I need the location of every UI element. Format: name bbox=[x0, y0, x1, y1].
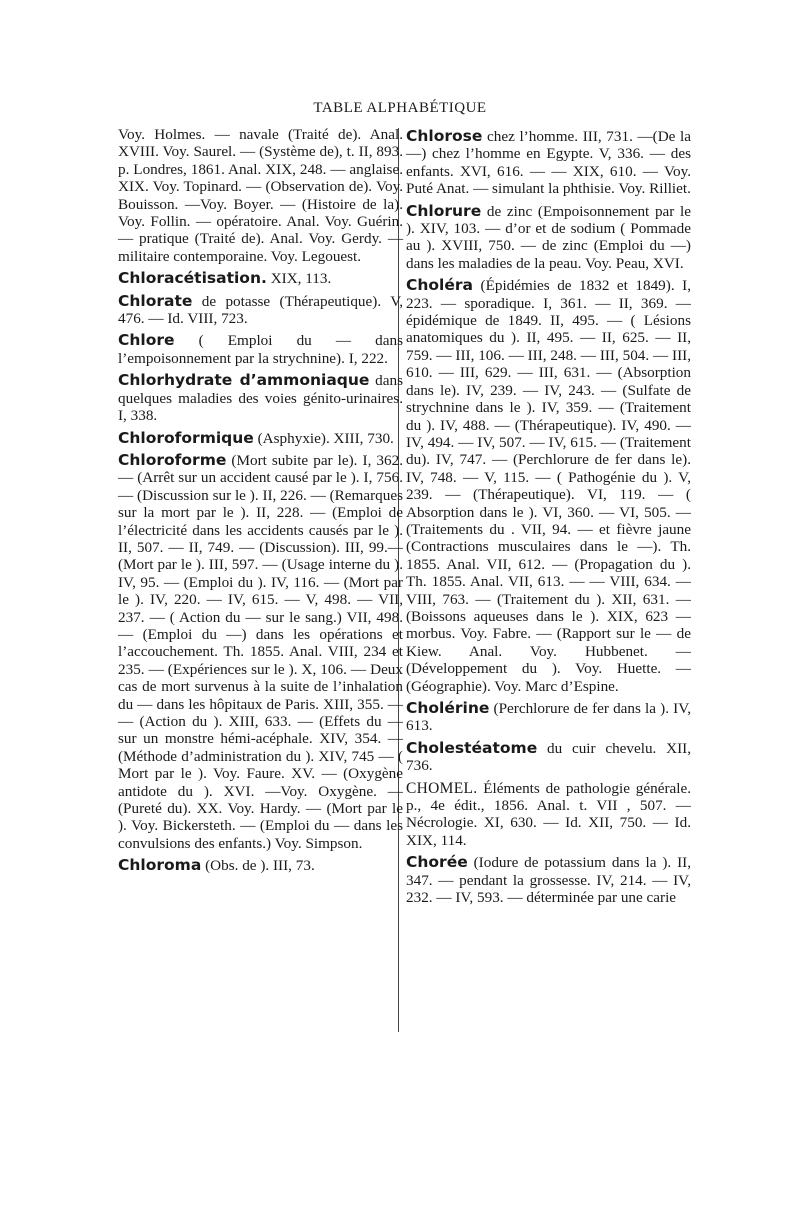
index-entry bbox=[406, 203, 691, 273]
index-entry bbox=[118, 452, 403, 852]
index-entry bbox=[118, 332, 403, 367]
index-entry bbox=[406, 740, 691, 775]
entry-text: Voy. Holmes. — navale (Traité de). Anal. XVIII. Voy. Saurel. — (Système de), t. II, 893. p. Londres, 1861. Anal. XIX, 248. — anglaise. XIX. Voy. Topinard. — (Observation de). Voy. Bouisson. —Voy. Boyer. — (Histoire de la). Voy. Follin. — opératoire. Anal. Voy. Guérin. — pratique (Traité de). Anal. Voy. Gerdy. — militaire contemporaine. Voy. Legouest. bbox=[118, 126, 403, 265]
entry-text: du cuir chevelu. XII, 736. bbox=[406, 739, 692, 775]
entry-headword: Chloroformique bbox=[118, 428, 254, 447]
index-entry bbox=[118, 293, 403, 328]
entry-text: (Perchlorure de fer dans la ). IV, 613. bbox=[406, 700, 692, 735]
entry-text: chez l’homme. III, 731. —(De la—) chez l’homme en Egypte. V, 336. — des enfants. XVI, 616. — — XIX, 610. — Voy. Puté Anat. — simulant la phthisie. Voy. Rilliet. bbox=[406, 128, 691, 198]
page-header: TABLE ALPHABÉTIQUE bbox=[313, 100, 487, 116]
index-entry bbox=[406, 780, 691, 850]
left-column bbox=[118, 126, 403, 880]
entry-headword: Chlorure bbox=[406, 201, 482, 220]
entry-text: (Asphyxie). XIII, 730. bbox=[257, 429, 394, 447]
entry-headword: Choléra bbox=[406, 276, 473, 295]
entry-text: (Obs. de ). III, 73. bbox=[205, 857, 315, 875]
entry-text: dans quelques maladies des voies génito-urinaires. I, 338. bbox=[118, 372, 403, 425]
entry-headword: Chloroforme bbox=[118, 450, 227, 469]
index-entry bbox=[118, 270, 403, 287]
entry-headword: Cholérine bbox=[406, 699, 490, 717]
index-entry bbox=[118, 857, 403, 874]
entry-headword: Chlorate bbox=[118, 291, 193, 310]
index-entry bbox=[406, 700, 691, 735]
entry-text: ( Emploi du — dans l’empoisonnement par la strychnine). I, 222. bbox=[118, 332, 403, 367]
entry-headword: Cholestéatome bbox=[406, 738, 538, 757]
index-entry bbox=[118, 126, 403, 265]
right-column bbox=[406, 128, 691, 911]
entry-text: de potasse (Thérapeutique). V, 476. — Id. VIII, 723. bbox=[118, 292, 404, 328]
index-entry bbox=[118, 430, 403, 447]
entry-headword: Chlore bbox=[118, 331, 175, 350]
entry-text: XIX, 113. bbox=[270, 270, 332, 288]
index-entry bbox=[406, 128, 691, 198]
entry-text: de zinc (Empoisonnement par le ). XIV, 103. — d’or et de sodium ( Pommade au ). XVIII, 750. — de zinc (Emploi du —) dans les maladies de la peau. Voy. Peau, XVI. bbox=[406, 202, 691, 272]
entry-text: (Iodure de potassium dans la ). II, 347. — pendant la grossesse. IV, 214. — IV, 232. — IV, 593. — déterminée par une carie bbox=[406, 854, 691, 907]
entry-text: (Mort subite par le). I, 362. — (Arrêt sur un accident causé par le ). I, 756. — (Discussion sur le ). II, 226. — (Remarques sur la mort par le ). II, 228. — (Emploi de l’électricité dans les accidents causés par le ). II, 507. — II, 749. — (Discussion). III, 99.— (Mort par le ). III, 597. — (Usage interne du ). IV, 95. — (Emploi du ). IV, 116. — (Mort par le ). IV, 220. — IV, 615. — V, 498. — VII, 237. — ( Action du — sur le sang.) VII, 498. — (Emploi du —) dans les opérations et l’accouchement. Th. 1855. Anal. VIII, 234 et 235. — (Expériences sur le ). X, 106. — Deux cas de mort survenus à la suite de l’inhalation du — dans les hôpitaux de Paris. XIII, 355. — — (Action du ). XIII, 633. — (Effets du — sur un monstre hémi-acéphale. XIV, 354. — (Méthode d’administration du ). XIV, 745 — ( Mort par le ). Voy. Faure. XV. — (Oxygène antidote du ). XVI. —Voy. Oxygène. — (Pureté du). XX. Voy. Hardy. — (Mort par le ). Voy. Bickersteth. — (Emploi du — dans les convulsions des enfants.) Voy. Simpson. bbox=[118, 451, 403, 852]
entry-headword: Chlorose bbox=[406, 127, 483, 145]
entry-headword: Chloracétisation. bbox=[118, 269, 267, 288]
entry-text: Éléments de pathologie générale. p., 4e édit., 1856. Anal. t. VII , 507. — Nécrologie. XI, 630. — Id. XII, 750. — Id. XIX, 114. bbox=[406, 779, 692, 849]
index-entry bbox=[406, 277, 691, 695]
index-entry bbox=[406, 854, 691, 906]
entry-headword: Chloroma bbox=[118, 856, 202, 875]
entry-headword: Chorée bbox=[406, 853, 468, 872]
entry-text: (Épidémies de 1832 et 1849). I, 223. — sporadique. I, 361. — II, 369. — épidémique de 1849. II, 495. — ( Lésions anatomiques du ). II, 495. — II, 625. — II, 759. — III, 106. — III, 248. — III, 504. — III, 610. — III, 629. — III, 631. — (Absorption dans le). IV, 239. — IV, 243. — (Sulfate de strychnine dans le ). IV, 359. — (Traitement du ). IV, 488. — (Thérapeutique). IV, 490. — IV, 494. — IV, 507. — IV, 615. — (Traitement du). IV, 747. — (Perchlorure de fer dans le). IV, 748. — V, 115. — ( Pathogénie du ). V, 239. — (Thérapeutique). VI, 119. — ( Absorption dans le ). VI, 360. — VI, 505. — (Traitements du . VII, 94. — et fièvre jaune (Contractions musculaires dans le —). Th. 1855. Anal. VII, 612. — (Propagation du ). Th. 1855. Anal. VII, 613. — — VIII, 634. — VIII, 763. — (Traitement du ). XII, 631. — (Boissons aqueuses dans le ). XIX, 623 — morbus. Voy. Fabre. — (Rapport sur le — de Kiew. Anal. Voy. Hubbenet. — (Développement du ). Voy. Huette. — (Géographie). Voy. Marc d’Espine. bbox=[406, 277, 692, 695]
index-entry bbox=[118, 372, 403, 424]
entry-headword: Chlorhydrate d’ammoniaque bbox=[118, 371, 370, 390]
entry-headword: CHOMEL. bbox=[406, 779, 478, 797]
